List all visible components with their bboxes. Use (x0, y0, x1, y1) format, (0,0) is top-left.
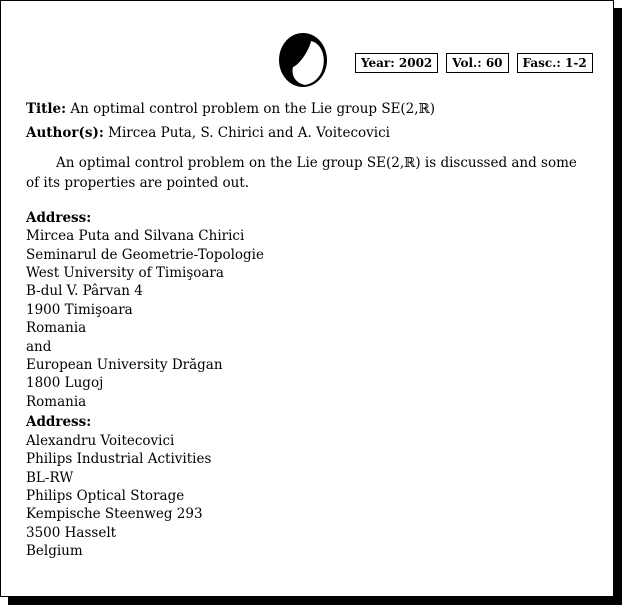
address-line: Seminarul de Geometrie-Topologie (26, 246, 264, 263)
address-line: Philips Industrial Activities (26, 451, 212, 468)
address-label: Address: (26, 209, 92, 226)
authors-row (26, 124, 592, 142)
title-row (26, 100, 592, 118)
addresses (26, 209, 592, 561)
address-line: Philips Optical Storage (26, 487, 185, 504)
address-line: Alexandru Voitecovici (26, 432, 175, 449)
address-line: Kempische Steenweg 293 (26, 506, 203, 523)
address-line: 1900 Timişoara (26, 301, 133, 318)
abstract: An optimal control problem on the Lie group SE(2,ℝ) is discussed and some of its properties are pointed out. (26, 154, 577, 191)
volume-box: Vol.: 60 (446, 53, 508, 73)
page-shadow-bottom (8, 597, 622, 605)
address-line: Belgium (26, 543, 83, 560)
address-label: Address: (26, 414, 92, 431)
title-label: Title: (26, 101, 67, 117)
address-line: 1800 Lugoj (26, 375, 104, 392)
address-line: BL-RW (26, 469, 74, 486)
address-line: European University Drăgan (26, 357, 223, 374)
issue-info (355, 53, 593, 73)
address-line: West University of Timişoara (26, 265, 224, 282)
address-line: Mircea Puta and Silvana Chirici (26, 228, 245, 245)
year-box: Year: 2002 (355, 53, 438, 73)
fascicle-box: Fasc.: 1-2 (517, 53, 593, 73)
page-shadow-right (614, 8, 622, 605)
article-record (26, 100, 592, 561)
address-line: 3500 Hasselt (26, 524, 117, 541)
authors-names: Mircea Puta, S. Chirici and A. Voitecovici (108, 125, 390, 142)
address-line: Romania (26, 320, 87, 337)
address-line: and (26, 338, 52, 355)
article-title: An optimal control problem on the Lie group SE(2,ℝ) (70, 101, 436, 117)
address-line: B-dul V. Pârvan 4 (26, 283, 143, 300)
address-line: Romania (26, 393, 87, 410)
authors-label: Author(s): (26, 125, 104, 142)
journal-logo (277, 31, 329, 89)
